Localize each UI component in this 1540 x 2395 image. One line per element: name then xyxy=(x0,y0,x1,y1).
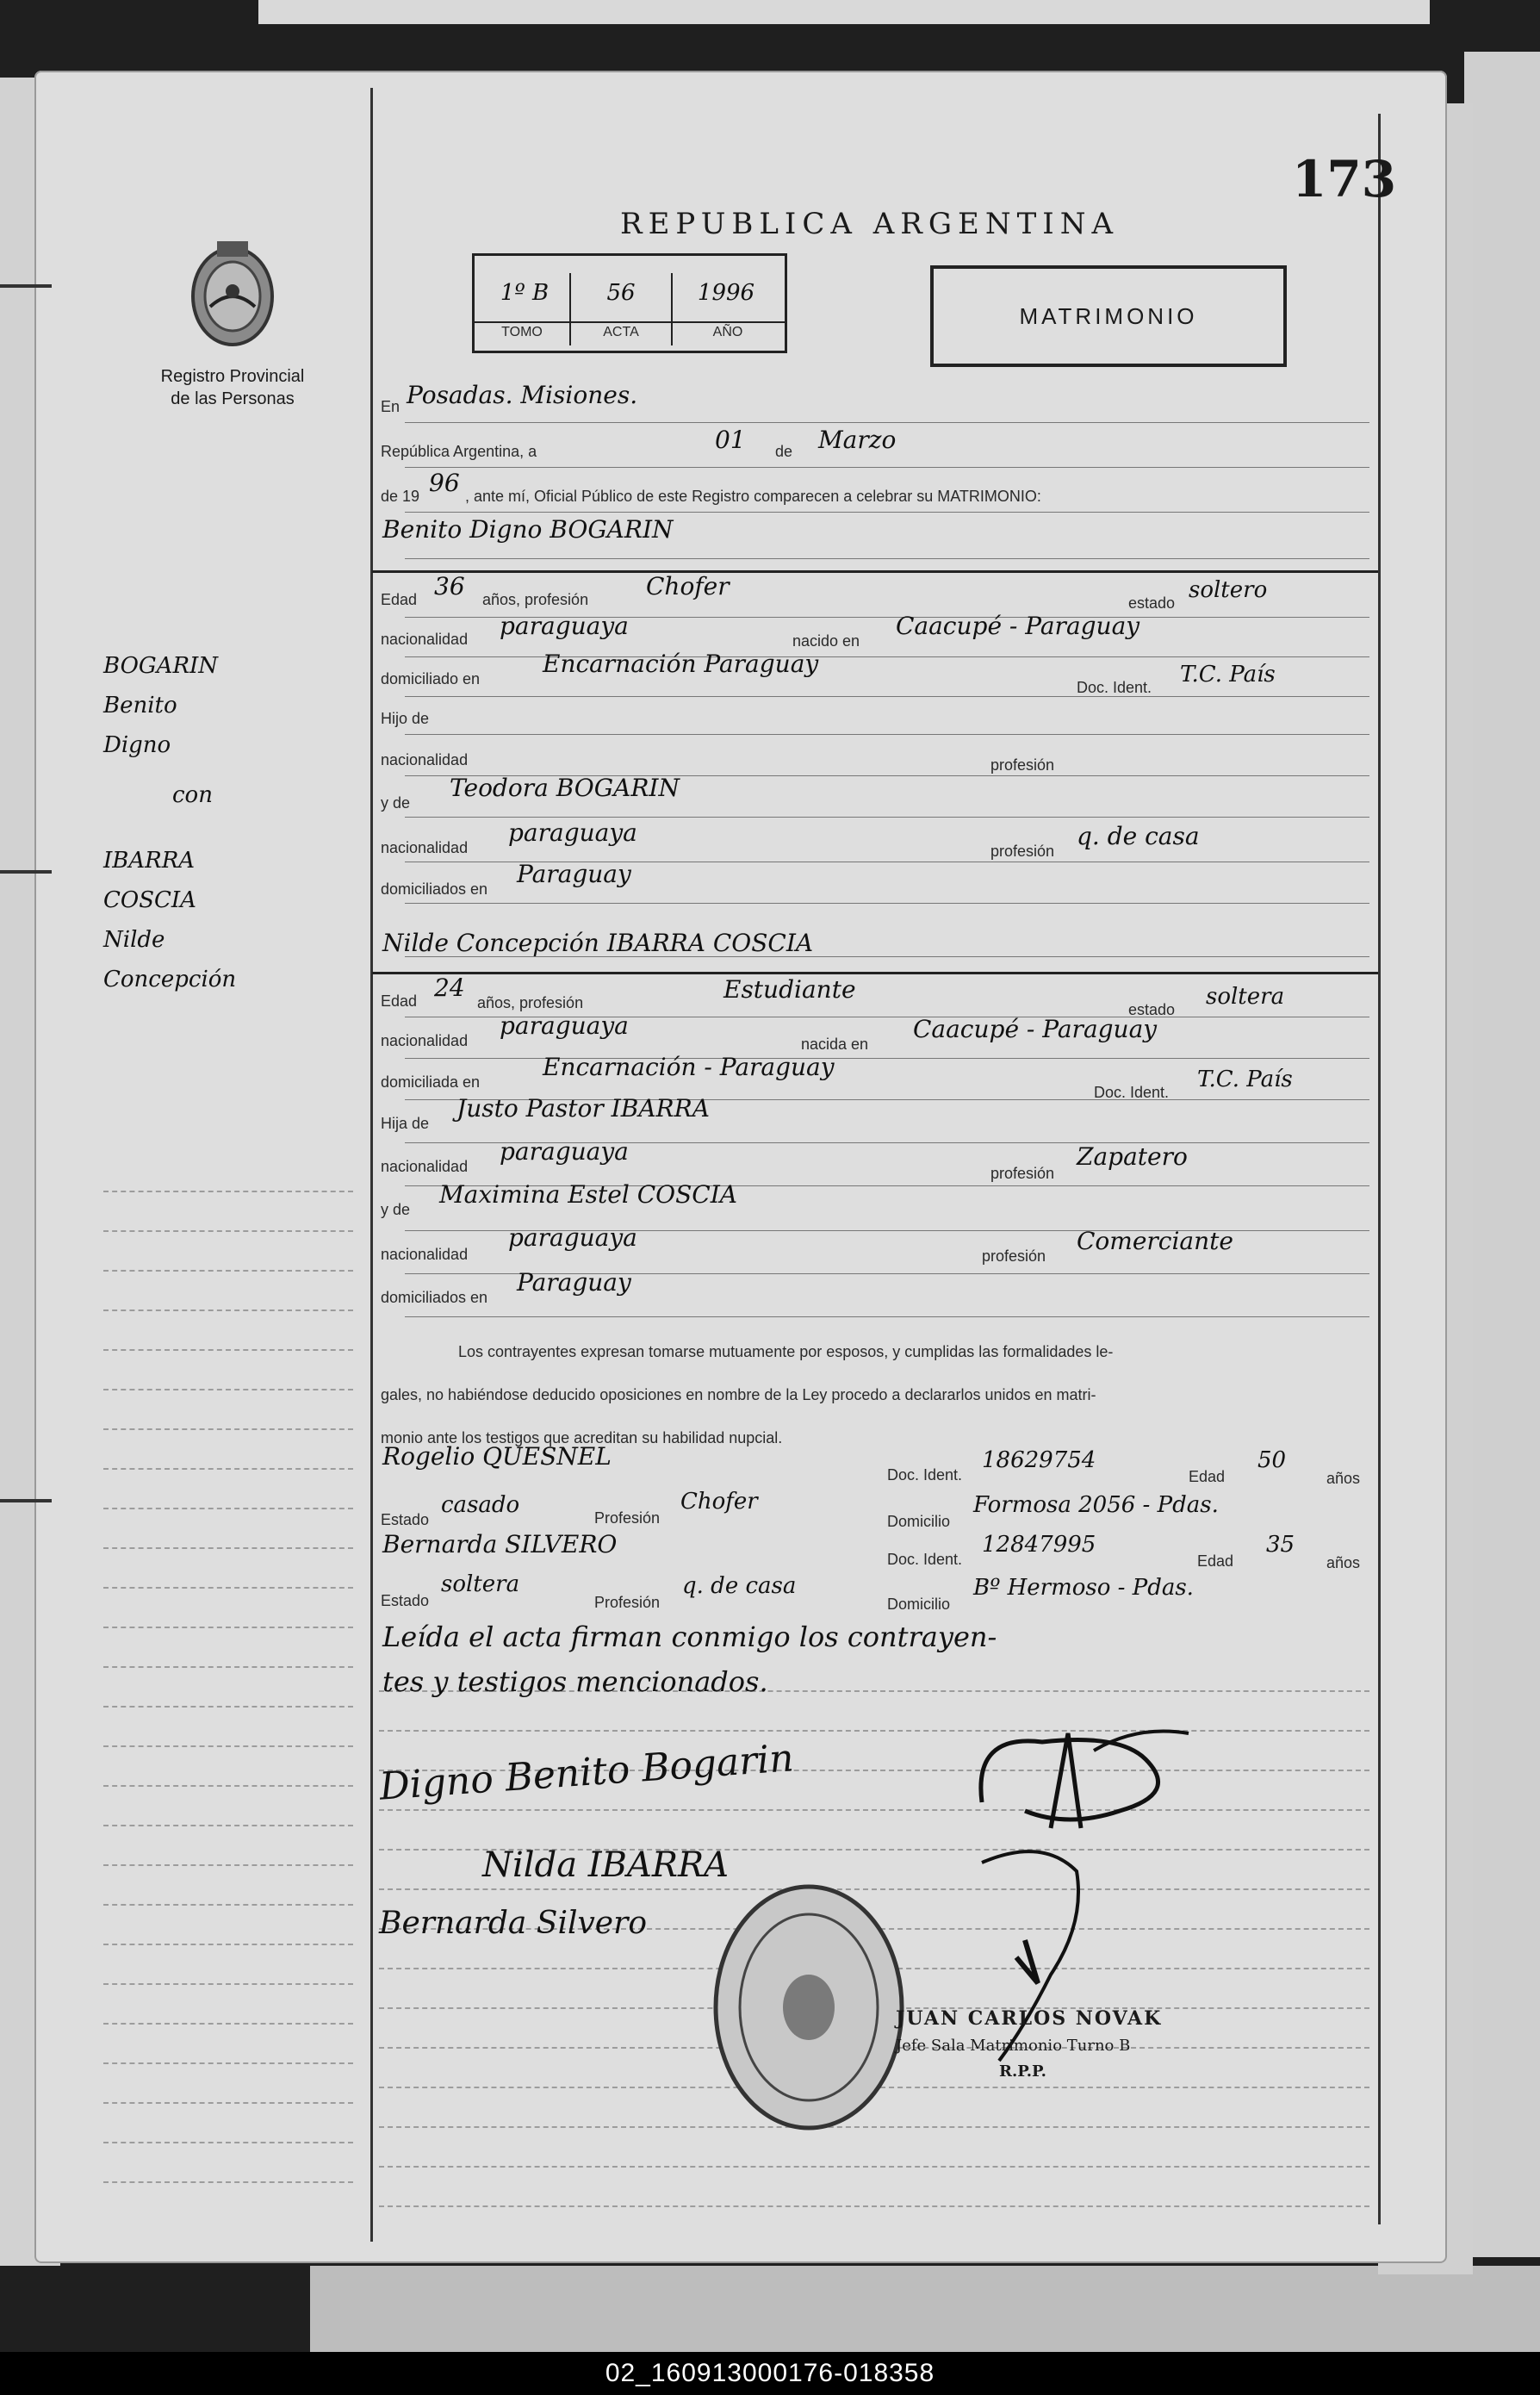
bride-father: Justo Pastor IBARRA xyxy=(456,1094,710,1123)
margin-ruled-line xyxy=(103,1745,353,1747)
month-value: Marzo xyxy=(818,426,897,454)
margin-ruled-line xyxy=(103,1904,353,1906)
declaration-line-1: Los contrayentes expresan tomarse mutuamente por esposos, y cumplidas las formalidades le- xyxy=(458,1343,1114,1360)
witness2-civil-status: soltera xyxy=(441,1571,520,1597)
margin-ruled-line xyxy=(103,1785,353,1787)
form-fill-line xyxy=(405,903,1369,904)
en-label: En xyxy=(381,398,401,415)
witness1-doc: 18629754 xyxy=(982,1447,1096,1473)
binding-mark xyxy=(0,284,52,288)
witness2-profession-label: Profesión xyxy=(594,1594,661,1611)
groom-signature: Digno Benito Bogarin xyxy=(377,1736,796,1809)
groom-son-of-label: Hijo de xyxy=(381,710,430,727)
groom-doc-label: Doc. Ident. xyxy=(1077,679,1152,696)
bride-nationality-label: nacionalidad xyxy=(381,1032,469,1049)
bride-civil-status: soltera xyxy=(1206,984,1285,1010)
margin-ruled-line xyxy=(103,1428,353,1430)
bride-father-nationality-label: nacionalidad xyxy=(381,1158,469,1175)
margin-ruled-line xyxy=(103,1349,353,1351)
bride-domicile-label: domiciliada en xyxy=(381,1073,481,1091)
margin-ruled-line xyxy=(103,2181,353,2183)
groom-civil-status: soltero xyxy=(1189,577,1268,603)
margin-first-name: Benito xyxy=(103,693,177,718)
bride-father-profession: Zapatero xyxy=(1077,1142,1188,1171)
acta-value: 56 xyxy=(606,280,636,306)
groom-born-label: nacido en xyxy=(792,632,860,650)
groom-mother: Teodora BOGARIN xyxy=(450,774,680,802)
margin-ruled-line xyxy=(103,2142,353,2143)
witness1-years-label: años xyxy=(1326,1470,1361,1487)
bride-mother-profession-label: profesión xyxy=(982,1247,1046,1265)
margin-con: con xyxy=(172,782,213,808)
tomo-label: TOMO xyxy=(501,325,543,339)
registry-name xyxy=(129,365,336,410)
registry-stamp-icon xyxy=(710,1878,908,2137)
bride-nationality: paraguaya xyxy=(500,1011,629,1040)
margin-ruled-line xyxy=(103,1864,353,1866)
groom-father-nationality-label: nacionalidad xyxy=(381,751,469,768)
official-office: R.P.P. xyxy=(999,2062,1046,2081)
ano-label: AÑO xyxy=(712,325,743,339)
witness2-profession: q. de casa xyxy=(682,1573,797,1599)
bride-mother-nationality-label: nacionalidad xyxy=(381,1246,469,1263)
margin-ruled-line xyxy=(103,1309,353,1311)
groom-mother-profession-label: profesión xyxy=(990,843,1055,860)
right-rule xyxy=(1378,114,1381,2224)
groom-domicile-label: domiciliado en xyxy=(381,670,481,687)
margin-ruled-line xyxy=(103,1547,353,1549)
form-fill-line xyxy=(405,1316,1369,1317)
bride-estado-label: estado xyxy=(1128,1001,1176,1018)
witness2-address: Bº Hermoso - Pdas. xyxy=(973,1575,1194,1601)
record-reference-box xyxy=(472,253,787,353)
margin-bride-first: Nilde xyxy=(103,927,165,953)
closing-line-1: Leída el acta firman conmigo los contrayen- xyxy=(382,1621,997,1653)
margin-bride-surname-2: COSCIA xyxy=(103,887,196,913)
groom-name: Benito Digno BOGARIN xyxy=(382,515,674,544)
form-fill-line xyxy=(405,422,1369,423)
margin-ruled-line xyxy=(103,1191,353,1192)
tomo-value: 1º B xyxy=(500,280,550,306)
witness1-address: Formosa 2056 - Pdas. xyxy=(973,1492,1219,1518)
groom-parents-domicile-label: domiciliados en xyxy=(381,880,488,898)
bride-and-of-label: y de xyxy=(381,1201,411,1218)
bride-birthplace: Caacupé - Paraguay xyxy=(913,1015,1158,1043)
day-value: 01 xyxy=(715,426,746,454)
section-rule xyxy=(372,570,1378,573)
margin-bride-surname: IBARRA xyxy=(103,848,196,874)
margin-ruled-line xyxy=(103,2102,353,2104)
country-title: REPUBLICA ARGENTINA xyxy=(620,207,1120,241)
box-divider xyxy=(475,321,785,323)
witness2-age-label: Edad xyxy=(1197,1552,1234,1570)
registry-line-2: de las Personas xyxy=(171,389,295,408)
bride-daughter-of-label: Hija de xyxy=(381,1115,430,1132)
margin-second-name: Digno xyxy=(103,732,171,758)
binding-mark xyxy=(0,1499,52,1502)
witness2-age: 35 xyxy=(1266,1532,1295,1558)
groom-nationality: paraguaya xyxy=(500,612,629,640)
groom-age: 36 xyxy=(434,572,465,600)
ano-value: 1996 xyxy=(697,280,755,306)
witness1-name: Rogelio QUESNEL xyxy=(382,1442,612,1471)
declaration-line-2: gales, no habiéndose deducido oposiciones en nombre de la Ley procedo a declararlos unidos en matri- xyxy=(381,1386,1096,1403)
declaration-line-3: monio ante los testigos que acreditan su habilidad nupcial. xyxy=(381,1429,783,1446)
bride-signature: Nilda IBARRA xyxy=(482,1845,729,1885)
groom-mother-nationality: paraguaya xyxy=(508,818,637,847)
margin-ruled-line xyxy=(103,1468,353,1470)
witness2-years-label: años xyxy=(1326,1554,1361,1571)
margin-ruled-line xyxy=(103,1587,353,1589)
margin-ruled-line xyxy=(103,1230,353,1232)
form-fill-line xyxy=(405,696,1369,697)
witness2-doc-label: Doc. Ident. xyxy=(887,1551,963,1568)
margin-ruled-line xyxy=(103,1270,353,1272)
witness2-address-label: Domicilio xyxy=(887,1596,951,1613)
groom-profession-label: años, profesión xyxy=(482,591,589,608)
margin-note xyxy=(103,646,236,999)
place-value: Posadas. Misiones. xyxy=(407,381,638,409)
margin-ruled-line xyxy=(103,1627,353,1628)
bride-profession-label: años, profesión xyxy=(477,994,584,1011)
de-label: de xyxy=(775,443,793,460)
bride-mother: Maximina Estel COSCIA xyxy=(439,1180,737,1209)
record-type-box xyxy=(930,265,1287,367)
groom-mother-profession: q. de casa xyxy=(1077,822,1200,850)
groom-doc: T.C. País xyxy=(1180,662,1276,687)
margin-rule xyxy=(370,88,373,2242)
bride-father-profession-label: profesión xyxy=(990,1165,1055,1182)
scan-top-strip xyxy=(258,0,1430,24)
witness-signature: Bernarda Silvero xyxy=(379,1906,647,1941)
closing-line-2: tes y testigos mencionados. xyxy=(382,1665,768,1698)
form-fill-line xyxy=(405,734,1369,735)
margin-ruled-line xyxy=(103,1508,353,1509)
witness2-doc: 12847995 xyxy=(982,1532,1096,1558)
bride-mother-nationality: paraguaya xyxy=(508,1223,637,1252)
margin-ruled-line xyxy=(103,1389,353,1390)
bride-parents-domicile-label: domiciliados en xyxy=(381,1289,488,1306)
year-prefix: de 19 xyxy=(381,488,420,505)
margin-bride-second: Concepción xyxy=(103,967,237,992)
witness1-age-label: Edad xyxy=(1189,1468,1226,1485)
form-fill-line xyxy=(405,817,1369,818)
witness1-address-label: Domicilio xyxy=(887,1513,951,1530)
bride-mother-profession: Comerciante xyxy=(1077,1227,1233,1255)
bride-age: 24 xyxy=(434,974,465,1002)
margin-ruled-line xyxy=(103,1983,353,1985)
section-rule xyxy=(372,972,1378,974)
image-caption: 02_160913000176-018358 xyxy=(605,2359,935,2387)
witness2-name: Bernarda SILVERO xyxy=(382,1530,618,1558)
official-name: JUAN CARLOS NOVAK xyxy=(896,2007,1163,2030)
margin-ruled-line xyxy=(103,2023,353,2025)
body-ruled-line xyxy=(379,2166,1369,2168)
republica-label: República Argentina, a xyxy=(381,443,537,460)
groom-father-profession-label: profesión xyxy=(990,756,1055,774)
witness2-estado-label: Estado xyxy=(381,1592,430,1609)
witness1-estado-label: Estado xyxy=(381,1511,430,1528)
witness1-profession: Chofer xyxy=(680,1489,758,1515)
groom-profession: Chofer xyxy=(646,572,730,600)
bride-profession: Estudiante xyxy=(723,975,856,1004)
groom-age-label: Edad xyxy=(381,591,418,608)
official-title: Jefe Sala Matrimonio Turno B xyxy=(896,2037,1131,2055)
record-type-label: MATRIMONIO xyxy=(1019,302,1198,329)
provincial-seal-icon xyxy=(181,234,284,355)
declaration-text xyxy=(381,1330,1371,1459)
bride-parents-domicile: Paraguay xyxy=(517,1268,631,1297)
closing-text xyxy=(382,1614,997,1704)
groom-mother-nationality-label: nacionalidad xyxy=(381,839,469,856)
bride-name: Nilde Concepción IBARRA COSCIA xyxy=(382,929,814,957)
groom-domicile: Encarnación Paraguay xyxy=(543,650,819,678)
groom-estado-label: estado xyxy=(1128,594,1176,612)
groom-and-of-label: y de xyxy=(381,794,411,812)
scan-bottom-background xyxy=(310,2266,1540,2352)
margin-ruled-line xyxy=(103,1706,353,1708)
groom-parents-domicile: Paraguay xyxy=(517,860,631,888)
page-number: 173 xyxy=(1292,150,1397,208)
intro-text: , ante mí, Oficial Público de este Registro comparecen a celebrar su MATRIMONIO: xyxy=(465,488,1041,505)
bride-father-nationality: paraguaya xyxy=(500,1137,629,1166)
body-ruled-line xyxy=(379,2205,1369,2207)
margin-ruled-line xyxy=(103,1944,353,1945)
witness1-civil-status: casado xyxy=(441,1492,520,1518)
margin-ruled-line xyxy=(103,1666,353,1668)
scan-right-background xyxy=(1464,52,1540,2257)
witness1-age: 50 xyxy=(1257,1447,1287,1473)
registry-line-1: Registro Provincial xyxy=(160,367,305,386)
margin-ruled-line xyxy=(103,2062,353,2064)
year-suffix: 96 xyxy=(429,469,460,497)
groom-nationality-label: nacionalidad xyxy=(381,631,469,648)
bride-doc: T.C. País xyxy=(1197,1067,1293,1092)
margin-surname: BOGARIN xyxy=(103,653,219,679)
witness1-profession-label: Profesión xyxy=(594,1509,661,1527)
binding-mark xyxy=(0,870,52,874)
bride-doc-label: Doc. Ident. xyxy=(1094,1084,1170,1101)
margin-ruled-line xyxy=(103,1825,353,1826)
form-fill-line xyxy=(405,467,1369,468)
bride-domicile: Encarnación - Paraguay xyxy=(543,1053,835,1081)
acta-label: ACTA xyxy=(603,325,639,339)
witness1-doc-label: Doc. Ident. xyxy=(887,1466,963,1484)
bride-age-label: Edad xyxy=(381,992,418,1010)
groom-birthplace: Caacupé - Paraguay xyxy=(896,612,1140,640)
form-fill-line xyxy=(405,512,1369,513)
register-page xyxy=(34,71,1447,2263)
form-fill-line xyxy=(405,558,1369,559)
bride-born-label: nacida en xyxy=(801,1036,869,1053)
